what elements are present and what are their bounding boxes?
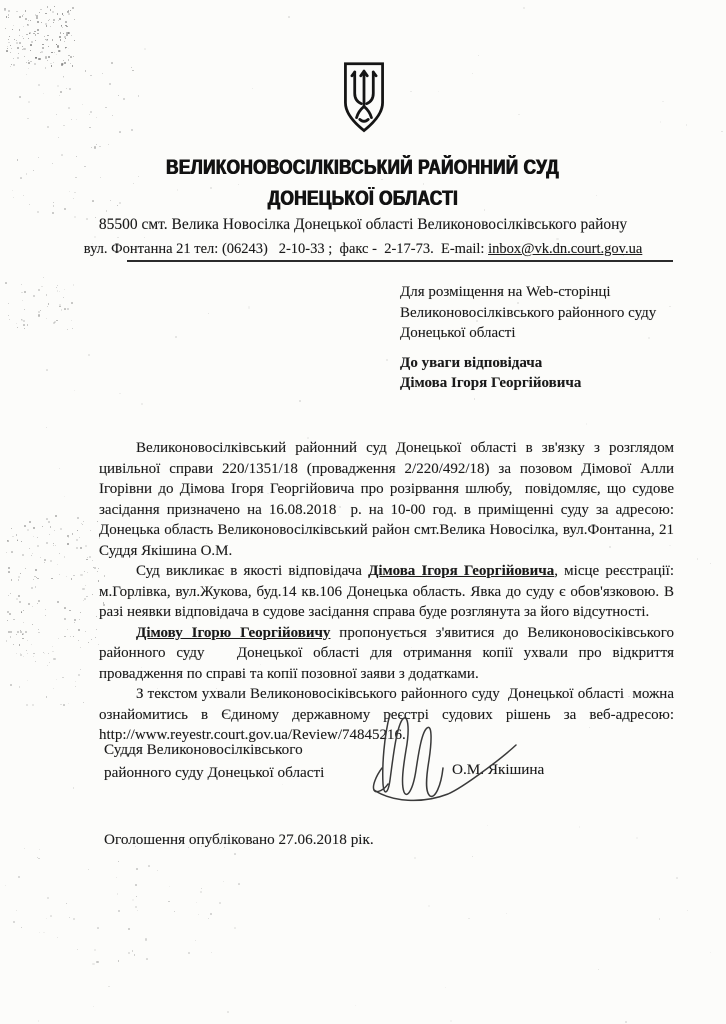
registry-post: . [402, 727, 406, 743]
registry-pre: З текстом ухвали Великоновосіківського районного суду Донецької області можна ознайомитись в Єдиному державному реєстрі судових рішень за веб-адресою: [99, 686, 674, 723]
signature-title-block [104, 738, 324, 784]
court-contact-line [0, 241, 726, 258]
defendant-name: Дімова Ігоря Георгійовича [368, 563, 555, 579]
paragraph-case-info: Великоновосілківський районний суд Донецької області в зв'язку з розглядом цивільної справи 220/1351/18 (провадження 2/220/492/18) за позовом Дімової Алли Ігорівни до Дімова Ігоря Георгійовича про розірвання шлюбу, повідомляє, що судове засідання призначено на 16.08.2018 р. на 10-00 год. в приміщенні суду за адресою: Донецька область Великоновосілківський район смт.Велика Новосілка, вул.Фонтанна, 21 Суддя Якішина О.М. [99, 440, 674, 559]
summons-post: , місце реєстрації: м.Горлівка, вул.Жукова, буд.14 кв.106 Донецька область. Явка до суду є обов'язковою. В разі неявки відповідача в судове засідання справа буде розглянута за його відсутності. [99, 563, 675, 620]
contact-phone-fax: вул. Фонтанна 21 тел: (06243) 2-10-33 ; факс - 2-17-73. E-mail: [83, 241, 489, 257]
defendant-name-dative: Дімову Ігорю Георгійовичу [136, 624, 331, 641]
recipient-block [400, 282, 656, 394]
letter-body [99, 438, 674, 746]
coat-of-arms-trident-icon [336, 60, 392, 138]
signature-title-line1: Суддя Великоновосілківського [104, 741, 303, 758]
header-divider [127, 260, 673, 262]
attention-line1: До уваги відповідача [400, 354, 543, 371]
handwritten-signature [352, 706, 552, 816]
court-name-line2: ДОНЕЦЬКОЇ ОБЛАСТІ [267, 187, 459, 210]
summons-pre: Суд викликає в якості відповідача [136, 563, 369, 579]
court-address-line: 85500 смт. Велика Новосілка Донецької області Великоновосілківського району [98, 216, 628, 233]
signature-title-line2: районного суду Донецької області [104, 764, 325, 781]
registry-url: http://www.reyestr.court.gov.ua/Review/74845216 [99, 727, 403, 743]
recipient-line1: Для розміщення на Web-сторінці [400, 284, 611, 300]
attention-line2: Дімова Ігоря Георгійовича [400, 375, 582, 391]
signer-name: О.М. Якішина [452, 761, 545, 778]
recipient-line3: Донецької області [400, 325, 516, 341]
appearance-post: пропонується з'явитися до Великоновосіківського районного суду Донецької області для отримання копії ухвали про відкриття провадження по справі та копії позовної заяви з додатками. [99, 624, 674, 682]
recipient-line2: Великоновосілківського районного суду [400, 304, 657, 321]
paragraph-summons [99, 561, 674, 623]
publication-date-line: Оголошення опубліковано 27.06.2018 рік. [104, 831, 374, 848]
court-name-line1-wrap [0, 156, 726, 180]
paragraph-appearance [99, 623, 674, 685]
court-email: inbox@vk.dn.court.gov.ua [488, 241, 643, 257]
court-name-line1: ВЕЛИКОНОВОСІЛКІВСЬКИЙ РАЙОННИЙ СУД [166, 156, 560, 179]
court-name-line2-wrap [0, 187, 726, 211]
